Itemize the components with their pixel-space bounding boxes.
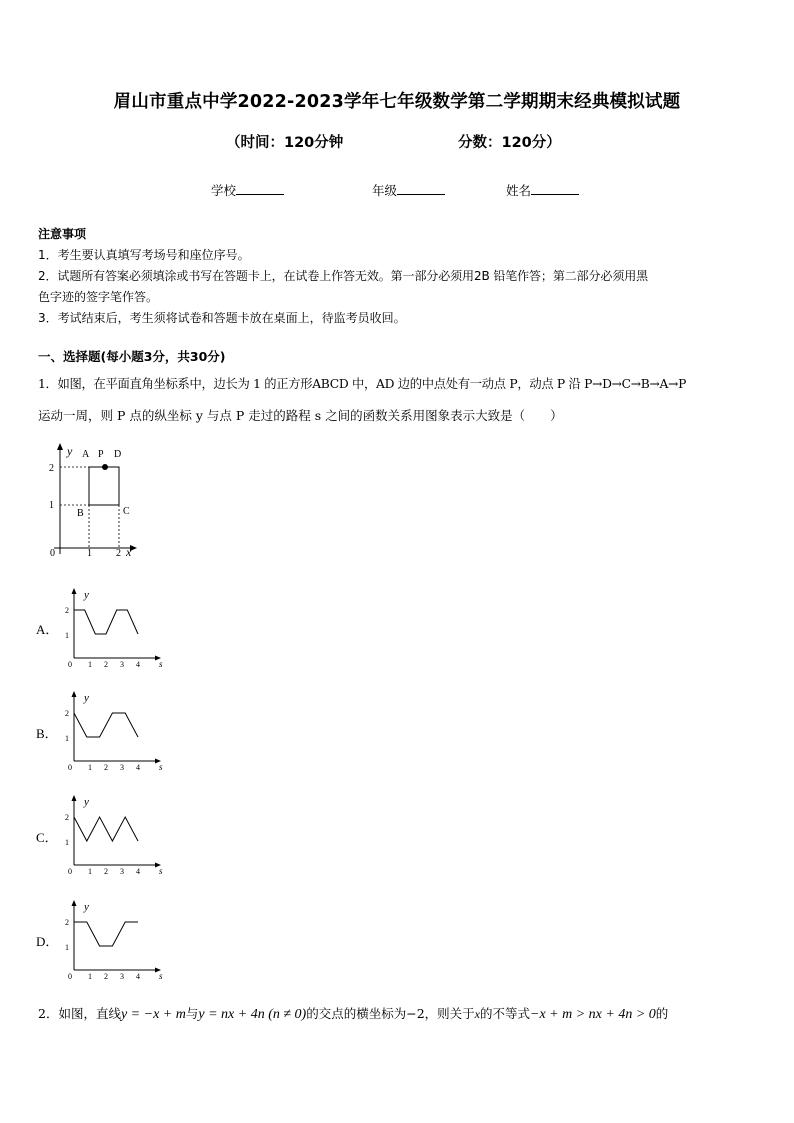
- option-d: [36, 931, 58, 950]
- graph-tick-x-0: 0: [68, 660, 72, 668]
- school-blank: [236, 182, 284, 195]
- school-field: [211, 181, 284, 199]
- graph-x-label: s: [159, 971, 163, 980]
- notes-block: [38, 224, 760, 329]
- option-b-graph: [60, 689, 170, 771]
- graph-tick-x-4: 4: [136, 867, 140, 875]
- fig-label-d: D: [114, 449, 122, 460]
- graph-tick-x-0: 0: [68, 763, 72, 771]
- grade-field: [372, 181, 445, 199]
- option-a-graph: [60, 586, 170, 668]
- graph-y-arrow: [72, 588, 77, 594]
- graph-tick-x-2: 2: [104, 867, 108, 875]
- graph-y-label: y: [84, 901, 89, 913]
- graph-tick-x-3: 3: [120, 972, 124, 980]
- graph-x-label: s: [159, 762, 163, 771]
- fig-y-arrow: [57, 443, 63, 450]
- graph-y-arrow: [72, 900, 77, 906]
- graph-tick-x-2: 2: [104, 763, 108, 771]
- notes-item-2b: 色字迹的签字笔作答。: [38, 290, 159, 304]
- graph-tick-x-4: 4: [136, 660, 140, 668]
- fig-y-label: y: [67, 444, 73, 458]
- grade-label: 年级: [372, 183, 398, 198]
- grade-blank: [397, 182, 445, 195]
- q2-eq1: y = −x + m: [120, 1007, 186, 1022]
- graph-y-arrow: [72, 691, 77, 697]
- name-blank: [531, 182, 579, 195]
- q1-line-2: 运动一周，则 P 点的纵坐标 y 与点 P 走过的路程 s 之间的函数关系用图象表示大致是（ ）: [38, 408, 563, 423]
- notes-item-2a: 2．试题所有答案必须填涂或书写在答题卡上，在试卷上作答无效。第一部分必须用2B 铅笔作答；第二部分必须用黑: [38, 269, 649, 283]
- option-c: [36, 827, 58, 846]
- q2-mid1: 与: [185, 1006, 199, 1021]
- fig-tick-x-2: 2: [116, 548, 121, 559]
- q2-mid2: 的交点的横坐标为−2，则关于: [306, 1006, 475, 1021]
- fig-point-p: [102, 464, 108, 470]
- graph-x-label: s: [159, 659, 163, 668]
- graph-tick-x-4: 4: [136, 972, 140, 980]
- graph-y-label: y: [84, 589, 89, 601]
- exam-score: 分数：120分）: [458, 135, 561, 151]
- graph-tick-x-2: 2: [104, 972, 108, 980]
- fig-x-label: x: [126, 545, 132, 559]
- notes-item-1: 1．考生要认真填写考场号和座位序号。: [38, 248, 250, 262]
- graph-tick-x-3: 3: [120, 763, 124, 771]
- q2-eq2: y = nx + 4n (n ≠ 0): [198, 1007, 307, 1022]
- option-d-label: D．: [36, 934, 59, 949]
- fig-tick-x-1: 1: [87, 548, 92, 559]
- graph-tick-y-2: 2: [65, 709, 69, 718]
- fig-tick-x-0: 0: [50, 548, 55, 559]
- graph-tick-y-2: 2: [65, 813, 69, 822]
- option-c-graph: [60, 793, 170, 875]
- q2-prefix: 2．如图，直线: [38, 1006, 121, 1021]
- graph-tick-x-1: 1: [88, 972, 92, 980]
- graph-tick-x-3: 3: [120, 867, 124, 875]
- fig-label-p: P: [98, 449, 104, 460]
- graph-tick-y-1: 1: [65, 943, 69, 952]
- graph-tick-y-2: 2: [65, 606, 69, 615]
- q1-line-1: 1．如图，在平面直角坐标系中，边长为 1 的正方形ABCD 中，AD 边的中点处有一动点 P，动点 P 沿 P→D→C→B→A→P: [38, 377, 687, 391]
- fig-tick-y-1: 1: [49, 500, 54, 511]
- fig-label-b: B: [77, 508, 84, 519]
- name-field: [506, 181, 579, 199]
- graph-series-line: [74, 713, 138, 737]
- q1-figure: [40, 440, 150, 562]
- option-c-label: C．: [36, 830, 58, 845]
- graph-tick-x-1: 1: [88, 660, 92, 668]
- graph-tick-y-1: 1: [65, 631, 69, 640]
- option-b: [36, 723, 58, 742]
- graph-tick-y-1: 1: [65, 734, 69, 743]
- q2-suffix: 的: [655, 1006, 669, 1021]
- graph-tick-y-2: 2: [65, 918, 69, 927]
- exam-time: （时间：120分钟: [226, 135, 344, 151]
- graph-y-label: y: [84, 692, 89, 704]
- graph-tick-x-1: 1: [88, 763, 92, 771]
- option-b-label: B．: [36, 726, 58, 741]
- fig-label-c: C: [123, 506, 130, 517]
- graph-tick-x-0: 0: [68, 972, 72, 980]
- graph-tick-x-2: 2: [104, 660, 108, 668]
- exam-title: 眉山市重点中学2022-2023学年七年级数学第二学期期末经典模拟试题: [113, 92, 681, 112]
- graph-tick-x-1: 1: [88, 867, 92, 875]
- graph-series-line: [74, 922, 138, 946]
- option-d-graph: [60, 898, 170, 980]
- graph-tick-x-4: 4: [136, 763, 140, 771]
- option-a: [36, 619, 58, 638]
- fig-tick-y-2: 2: [49, 463, 54, 474]
- graph-y-arrow: [72, 795, 77, 801]
- graph-y-label: y: [84, 796, 89, 808]
- graph-series-line: [74, 610, 138, 634]
- notes-heading: 注意事项: [38, 227, 87, 241]
- q2-ineq: −x + m > nx + 4n > 0: [530, 1007, 656, 1022]
- graph-x-label: s: [159, 866, 163, 875]
- graph-tick-x-0: 0: [68, 867, 72, 875]
- q2-mid3: 的不等式: [479, 1006, 530, 1021]
- q2-var: x: [474, 1007, 480, 1021]
- fig-label-a: A: [82, 449, 90, 460]
- notes-item-3: 3．考试结束后，考生须将试卷和答题卡放在桌面上，待监考员收回。: [38, 311, 406, 325]
- graph-series-line: [74, 817, 138, 841]
- name-label: 姓名: [506, 183, 532, 198]
- fig-square: [89, 467, 119, 505]
- section-heading: 一、选择题(每小题3分，共30分): [38, 349, 226, 364]
- school-label: 学校: [211, 183, 237, 198]
- q2-line: [38, 1004, 668, 1023]
- option-a-label: A．: [36, 622, 59, 637]
- graph-tick-y-1: 1: [65, 838, 69, 847]
- graph-tick-x-3: 3: [120, 660, 124, 668]
